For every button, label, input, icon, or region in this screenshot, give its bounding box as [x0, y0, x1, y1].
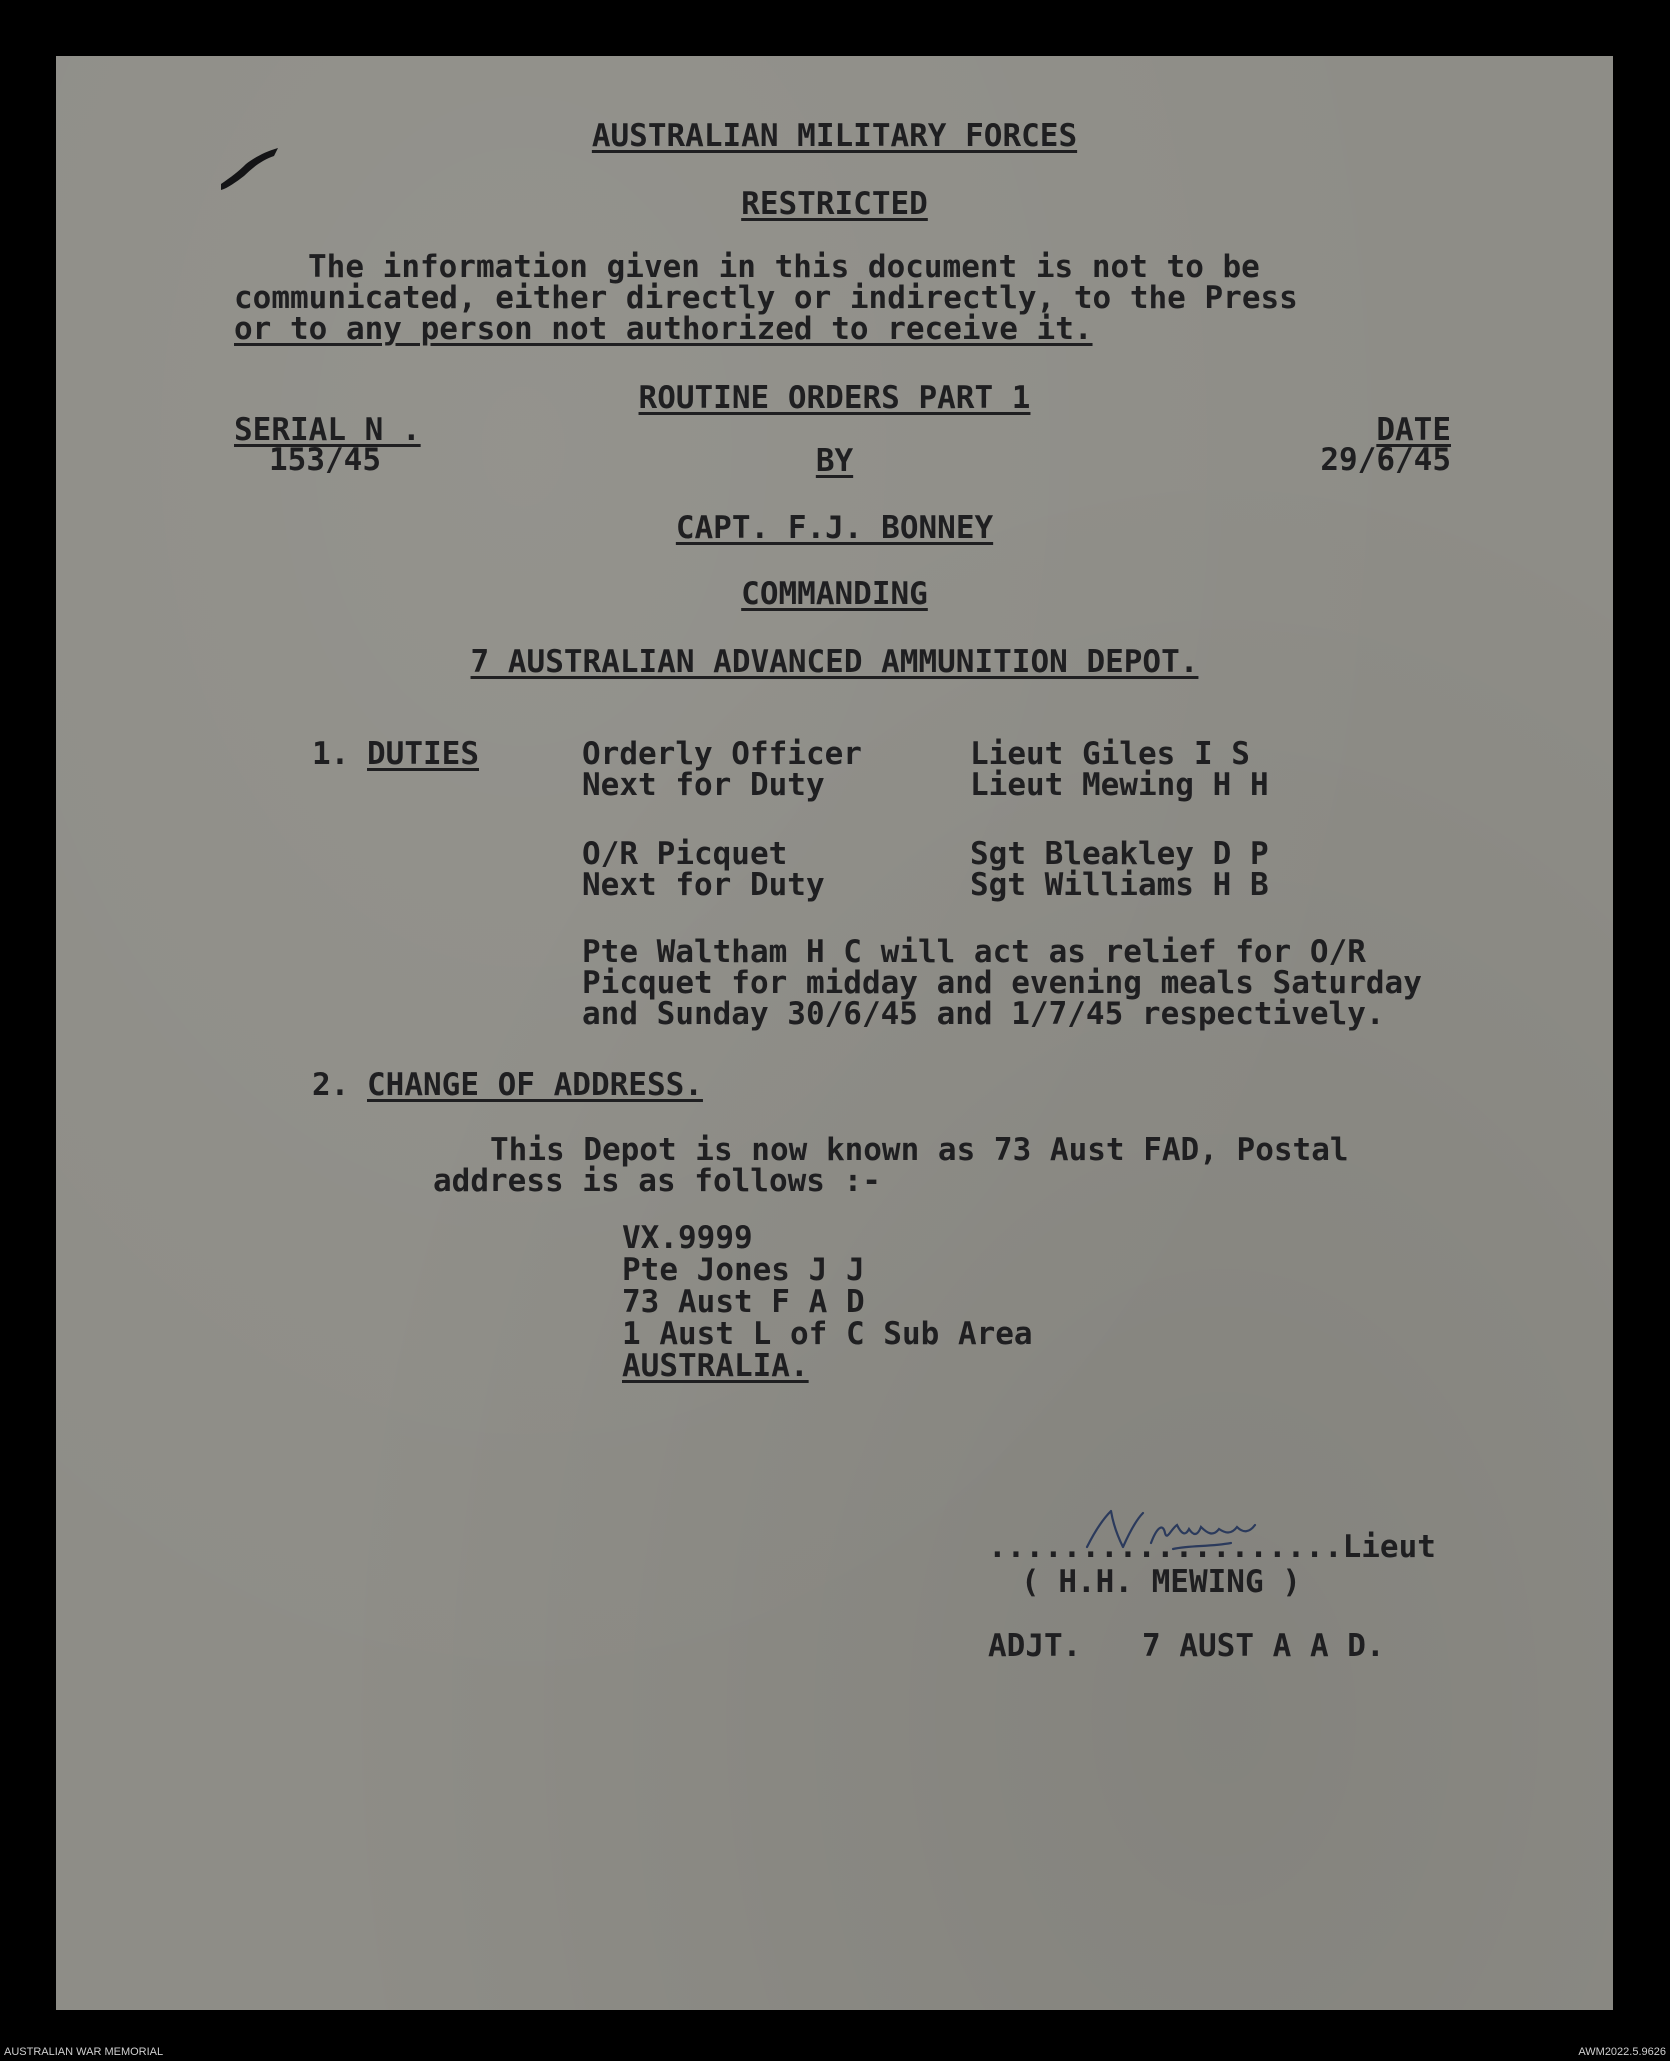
footer-accession-number: AWM2022.5.9626	[1578, 2046, 1666, 2058]
duty-name: Lieut Mewing H H	[970, 767, 1269, 803]
section-2-number: 2.	[312, 1067, 350, 1103]
address-line: VX.9999	[622, 1220, 753, 1256]
address-line: 73 Aust F A D	[622, 1284, 865, 1320]
duty-name: Sgt Williams H B	[970, 867, 1269, 903]
duty-role: O/R Picquet	[582, 836, 788, 872]
signatory-role: ADJT.	[988, 1628, 1082, 1664]
order-title: ROUTINE ORDERS PART 1	[638, 380, 1031, 416]
commanding-label: COMMANDING	[741, 576, 928, 612]
address-line: 1 Aust L of C Sub Area	[622, 1316, 1033, 1352]
duty-note-line-3: and Sunday 30/6/45 and 1/7/45 respectively.	[582, 996, 1385, 1032]
classification-heading: RESTRICTED	[741, 186, 928, 222]
serial-value: 153/45	[269, 442, 381, 478]
section-1-title: DUTIES	[367, 736, 479, 772]
signatory-name: ( H.H. MEWING )	[1021, 1564, 1301, 1600]
unit-name: 7 AUSTRALIAN ADVANCED AMMUNITION DEPOT.	[470, 644, 1199, 680]
notice-line-2: communicated, either directly or indirectly, to the Press	[234, 280, 1298, 316]
address-text-line-2: address is as follows :-	[433, 1163, 881, 1199]
address-line: Pte Jones J J	[622, 1252, 865, 1288]
duty-role: Next for Duty	[582, 867, 825, 903]
duty-name: Lieut Giles I S	[970, 736, 1250, 772]
signatory-unit: 7 AUST A A D.	[1142, 1628, 1385, 1664]
commander-name: CAPT. F.J. BONNEY	[675, 510, 994, 546]
org-heading: AUSTRALIAN MILITARY FORCES	[591, 118, 1078, 154]
notice-line-3: or to any person not authorized to receive it.	[234, 311, 1093, 347]
date-value: 29/6/45	[1320, 442, 1451, 478]
footer-institution: AUSTRALIAN WAR MEMORIAL	[4, 2046, 164, 2058]
serial-label: SERIAL N .	[234, 412, 421, 448]
date-label: DATE	[1376, 412, 1451, 448]
duty-note-line-1: Pte Waltham H C will act as relief for O/R	[582, 934, 1366, 970]
address-line: AUSTRALIA.	[622, 1348, 809, 1384]
duty-note-line-2: Picquet for midday and evening meals Saturday	[582, 965, 1422, 1001]
address-text-line-1: This Depot is now known as 73 Aust FAD, Postal	[490, 1132, 1349, 1168]
duty-role: Orderly Officer	[582, 736, 862, 772]
signature-dots-line: ...................Lieut	[988, 1529, 1436, 1565]
section-2-title: CHANGE OF ADDRESS.	[367, 1067, 703, 1103]
section-1-number: 1.	[312, 736, 350, 772]
duty-role: Next for Duty	[582, 767, 825, 803]
duty-name: Sgt Bleakley D P	[970, 836, 1269, 872]
document-page	[56, 56, 1613, 2010]
notice-line-1: The information given in this document is not to be	[308, 249, 1260, 285]
by-label: BY	[815, 443, 854, 479]
